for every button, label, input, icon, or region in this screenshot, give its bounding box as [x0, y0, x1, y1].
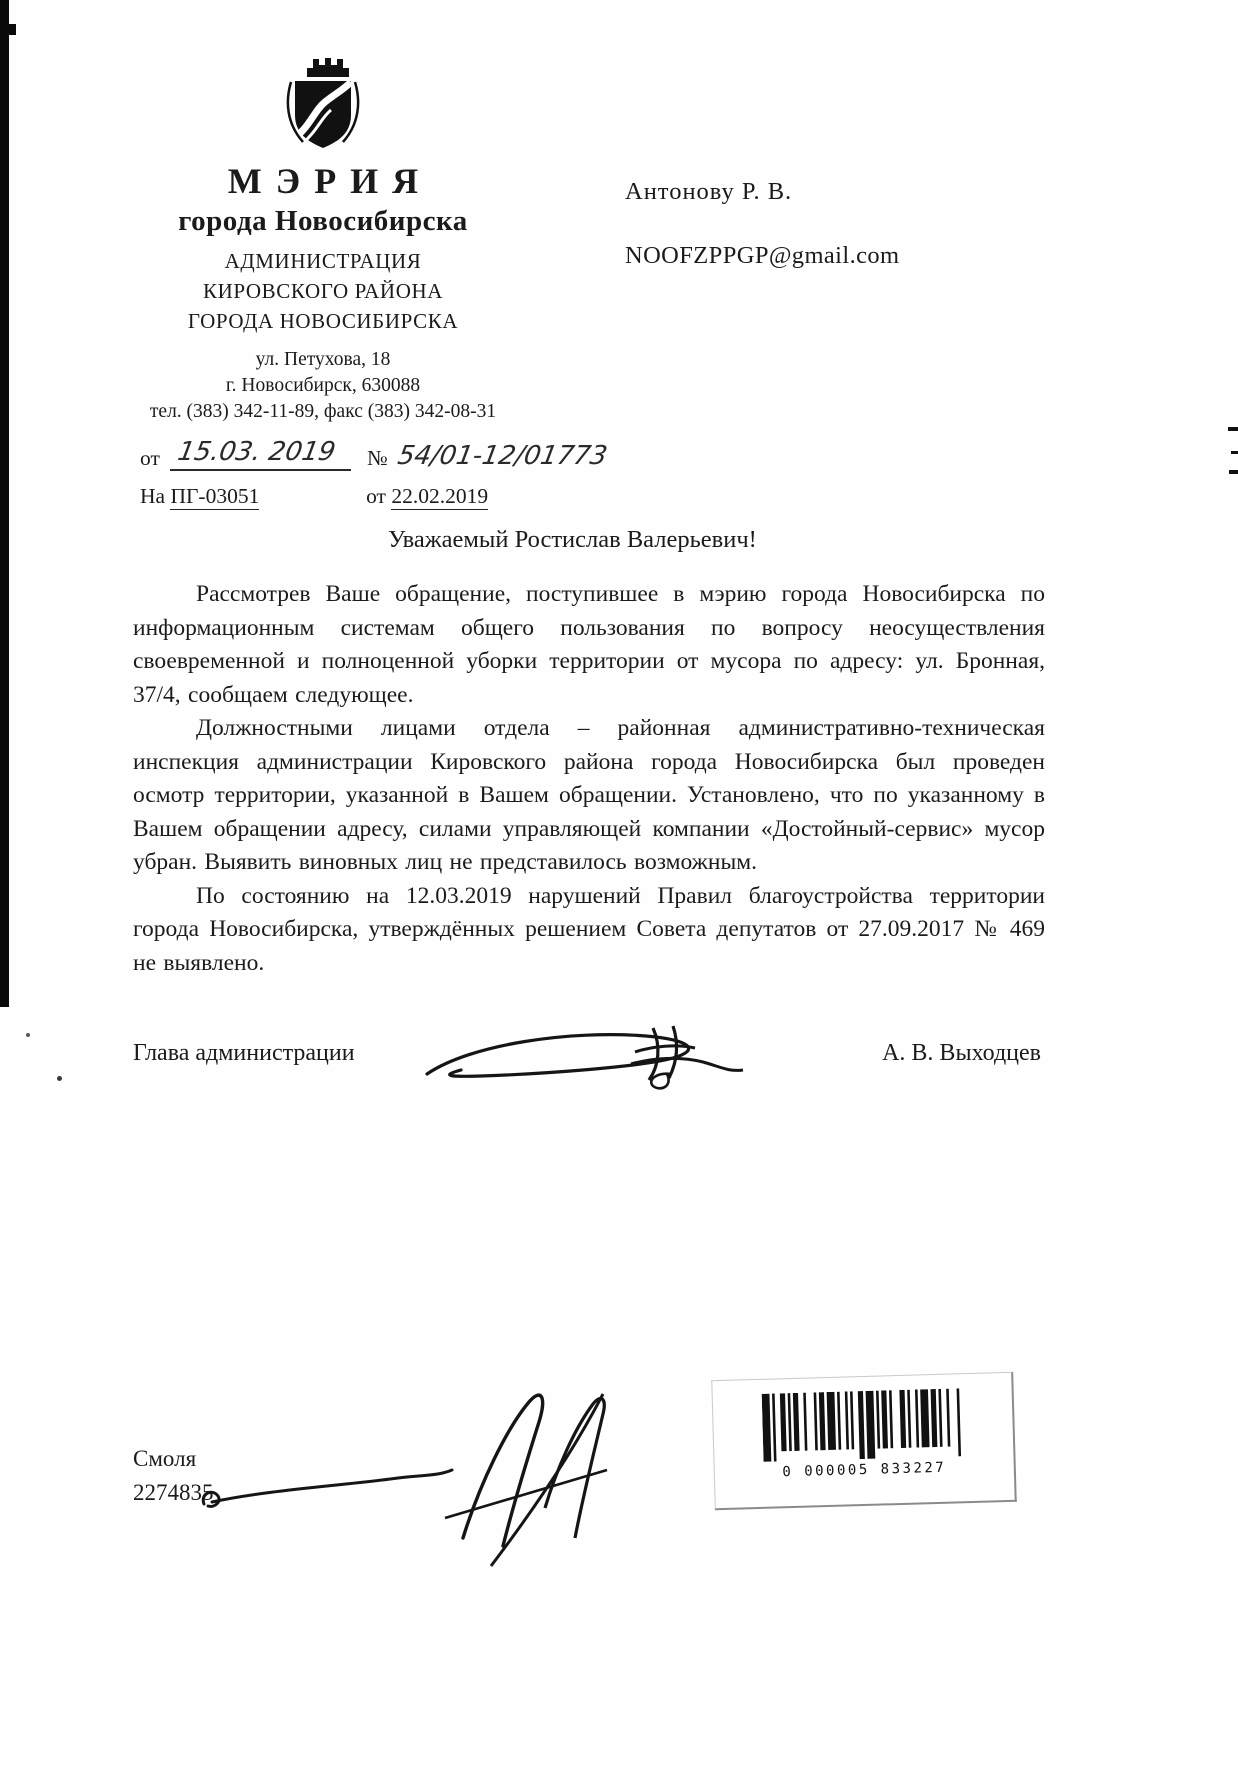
recipient-block	[625, 178, 900, 270]
paragraph: Должностными лицами отдела – районная административно-техническая инспекция администрации Кировского района города Новосибирска был проведен осмотр территории, указанной в Вашем обращении. Установлено, что по указанному в Вашем обращении адресу, силами управляющей компании «Достойный-сервис» мусор убран. Выявить виновных лиц не представилось возможным.	[133, 715, 1045, 875]
scan-tick-mark	[1229, 470, 1238, 474]
paragraph: Рассмотрев Ваше обращение, поступившее в мэрию города Новосибирска по информационным системам общего пользования по вопросу неосуществления своевременной и полноценной уборки территории от мусора по адресу: ул. Бронная, 37/4, сообщаем следующее.	[133, 581, 1045, 708]
signer-title: Глава администрации	[133, 1040, 355, 1066]
outgoing-reference-line	[118, 435, 610, 471]
executor-signature-scrawl	[425, 1388, 655, 1573]
signature-row	[133, 1022, 1043, 1092]
org-title-line1: МЭРИЯ	[227, 161, 433, 201]
letterhead	[118, 52, 610, 509]
incoming-date-label: от	[366, 484, 386, 508]
recipient-email: NOOFZPPGP@gmail.com	[625, 242, 900, 269]
outgoing-date-handwritten: 15.03. 2019	[175, 437, 338, 467]
org-subtitle-line3: ГОРОДА НОВОСИБИРСКА	[187, 309, 459, 333]
outgoing-date-label: от	[140, 446, 160, 470]
scan-speck	[26, 1033, 30, 1037]
scan-tick-mark	[1228, 427, 1238, 431]
pen-flourish	[198, 1462, 458, 1522]
outgoing-number-handwritten: 54/01-12/01773	[394, 441, 610, 471]
head-signature-scrawl	[421, 1022, 751, 1094]
scan-tick-mark	[1231, 451, 1238, 454]
scan-speck	[57, 1076, 62, 1081]
incoming-label: На	[140, 484, 166, 508]
outgoing-number-label: №	[367, 446, 388, 470]
barcode-number: 0 000005 833227	[782, 1459, 947, 1481]
org-title-line2: города Новосибирска	[178, 205, 468, 237]
recipient-name: Антонову Р. В.	[625, 178, 793, 205]
org-subtitle-line2: КИРОВСКОГО РАЙОНА	[203, 279, 443, 303]
paragraph: По состоянию на 12.03.2019 нарушений Правил благоустройства территории города Новосибирска, утверждённых решением Совета депутатов от 27.09.2017 № 469 не выявлено.	[133, 882, 1045, 976]
org-street: ул. Петухова, 18	[255, 349, 391, 370]
executor-name: Смоля	[133, 1446, 197, 1471]
outgoing-date-underline	[170, 437, 351, 471]
signer-name: А. В. Выходцев	[882, 1040, 1041, 1066]
emblem-wrap	[118, 52, 528, 150]
incoming-reference-line	[118, 484, 528, 509]
incoming-date: 22.02.2019	[391, 484, 489, 508]
incoming-number: ПГ-03051	[170, 484, 260, 508]
barcode-label	[711, 1372, 1017, 1510]
org-phone: тел. (383) 342-11-89, факс (383) 342-08-31	[149, 401, 497, 422]
barcode-icon	[762, 1388, 964, 1462]
letter-body	[133, 578, 1045, 980]
salutation: Уважаемый Ростислав Валерьевич!	[388, 526, 757, 553]
org-subtitle-line1: АДМИНИСТРАЦИЯ	[224, 249, 422, 273]
novosibirsk-coat-of-arms-icon	[281, 52, 365, 150]
executor-phone: 2274835	[133, 1480, 214, 1505]
scan-edge-notch	[9, 24, 16, 35]
org-city: г. Новосибирск, 630088	[225, 375, 421, 396]
scan-edge-bar	[0, 0, 9, 1007]
